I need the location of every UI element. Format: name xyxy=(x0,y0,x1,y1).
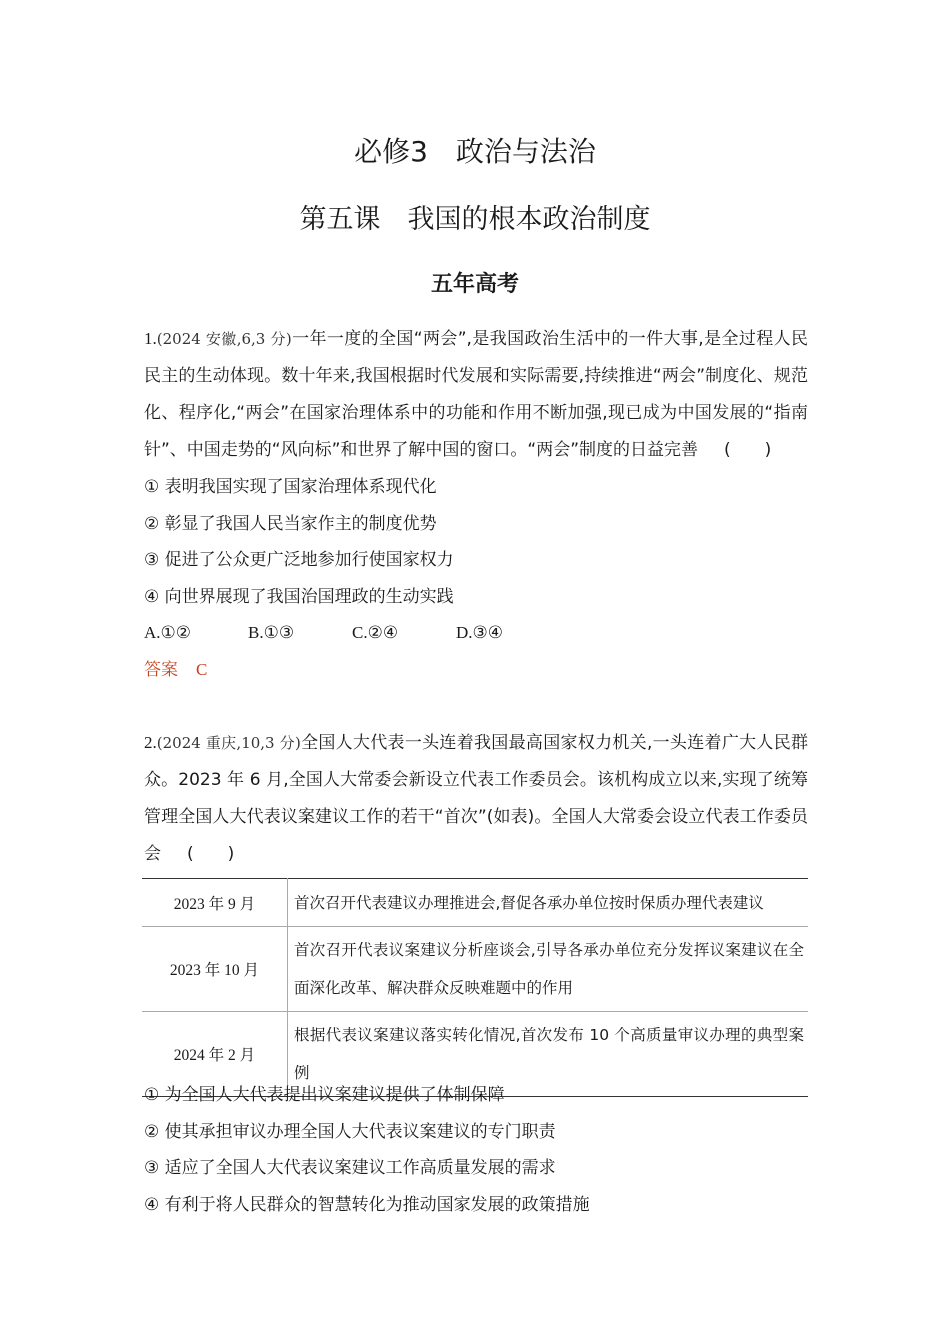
question-2-option: ② 使其承担审议办理全国人大代表议案建议的专门职责 xyxy=(144,1121,556,1142)
question-2-source: (2024 重庆,10,3 分) xyxy=(156,734,301,752)
question-2-option: ③ 适应了全国人大代表议案建议工作高质量发展的需求 xyxy=(144,1158,556,1178)
answer-label: 答案 xyxy=(144,660,178,680)
question-1-choices xyxy=(144,615,808,651)
table-row xyxy=(142,879,808,927)
choice-a: A.①② xyxy=(144,623,192,642)
table-event: 首次召开代表议案建议分析座谈会,引导各承办单位充分发挥议案建议在全面深化改革、解决群众反映难题中的作用 xyxy=(288,927,809,1012)
question-2-options xyxy=(144,1077,808,1223)
table-date: 2023 年 9 月 xyxy=(142,879,288,927)
question-1-option: ② 彰显了我国人民当家作主的制度优势 xyxy=(144,513,437,534)
table-event: 首次召开代表建议办理推进会,督促各承办单位按时保质办理代表建议 xyxy=(288,879,809,927)
question-1 xyxy=(144,320,808,689)
choice-d: D.③④ xyxy=(456,623,504,642)
table-event: 根据代表议案建议落实转化情况,首次发布 10 个高质量审议办理的典型案例 xyxy=(288,1012,809,1097)
question-2-blank: ( ) xyxy=(187,844,235,864)
answer-value: C xyxy=(196,660,208,679)
question-1-option: ① 表明我国实现了国家治理体系现代化 xyxy=(144,477,437,497)
question-1-number: 1. xyxy=(144,329,157,348)
question-1-answer xyxy=(144,651,808,689)
question-1-text: 一年一度的全国“两会”,是我国政治生活中的一件大事,是全过程人民民主的生动体现。数十年来,我国根据时代发展和实际需要,持续推进“两会”制度化、规范化、程序化,“两会”在国家治理体系中的功能和作用不断加强,现已成为中国发展的“指南针”、中国走势的“风向标”和世界了解中国的窗口。“两会”制度的日益完善 xyxy=(144,329,808,460)
question-2-text: 全国人大代表一头连着我国最高国家权力机关,一头连着广大人民群众。2023 年 6 月,全国人大常委会新设立代表工作委员会。该机构成立以来,实现了统筹管理全国人大代表议案建议工作的若干“首次”(如表)。全国人大常委会设立代表工作委员会 xyxy=(144,733,808,864)
lesson-title: 第五课 我国的根本政治制度 xyxy=(299,204,651,235)
table-row xyxy=(142,927,808,1012)
question-2 xyxy=(144,724,808,873)
question-2-table xyxy=(142,878,808,1097)
question-2-stem xyxy=(144,724,808,873)
question-1-option: ④ 向世界展现了我国治国理政的生动实践 xyxy=(144,586,454,607)
choice-b: B.①③ xyxy=(248,623,295,642)
question-1-source: (2024 安徽,6,3 分) xyxy=(156,330,292,348)
table-date: 2023 年 10 月 xyxy=(142,927,288,1012)
choice-c: C.②④ xyxy=(352,623,399,642)
question-2-option: ① 为全国人大代表提出议案建议提供了体制保障 xyxy=(144,1085,505,1105)
book-title: 必修3 政治与法治 xyxy=(354,135,596,168)
question-1-stem xyxy=(144,320,808,469)
question-2-option: ④ 有利于将人民群众的智慧转化为推动国家发展的政策措施 xyxy=(144,1194,590,1215)
section-title: 五年高考 xyxy=(430,272,519,297)
question-1-option: ③ 促进了公众更广泛地参加行使国家权力 xyxy=(144,550,454,570)
question-1-blank: ( ) xyxy=(724,440,772,460)
question-2-number: 2. xyxy=(144,733,157,752)
table-date: 2024 年 2 月 xyxy=(142,1012,288,1097)
